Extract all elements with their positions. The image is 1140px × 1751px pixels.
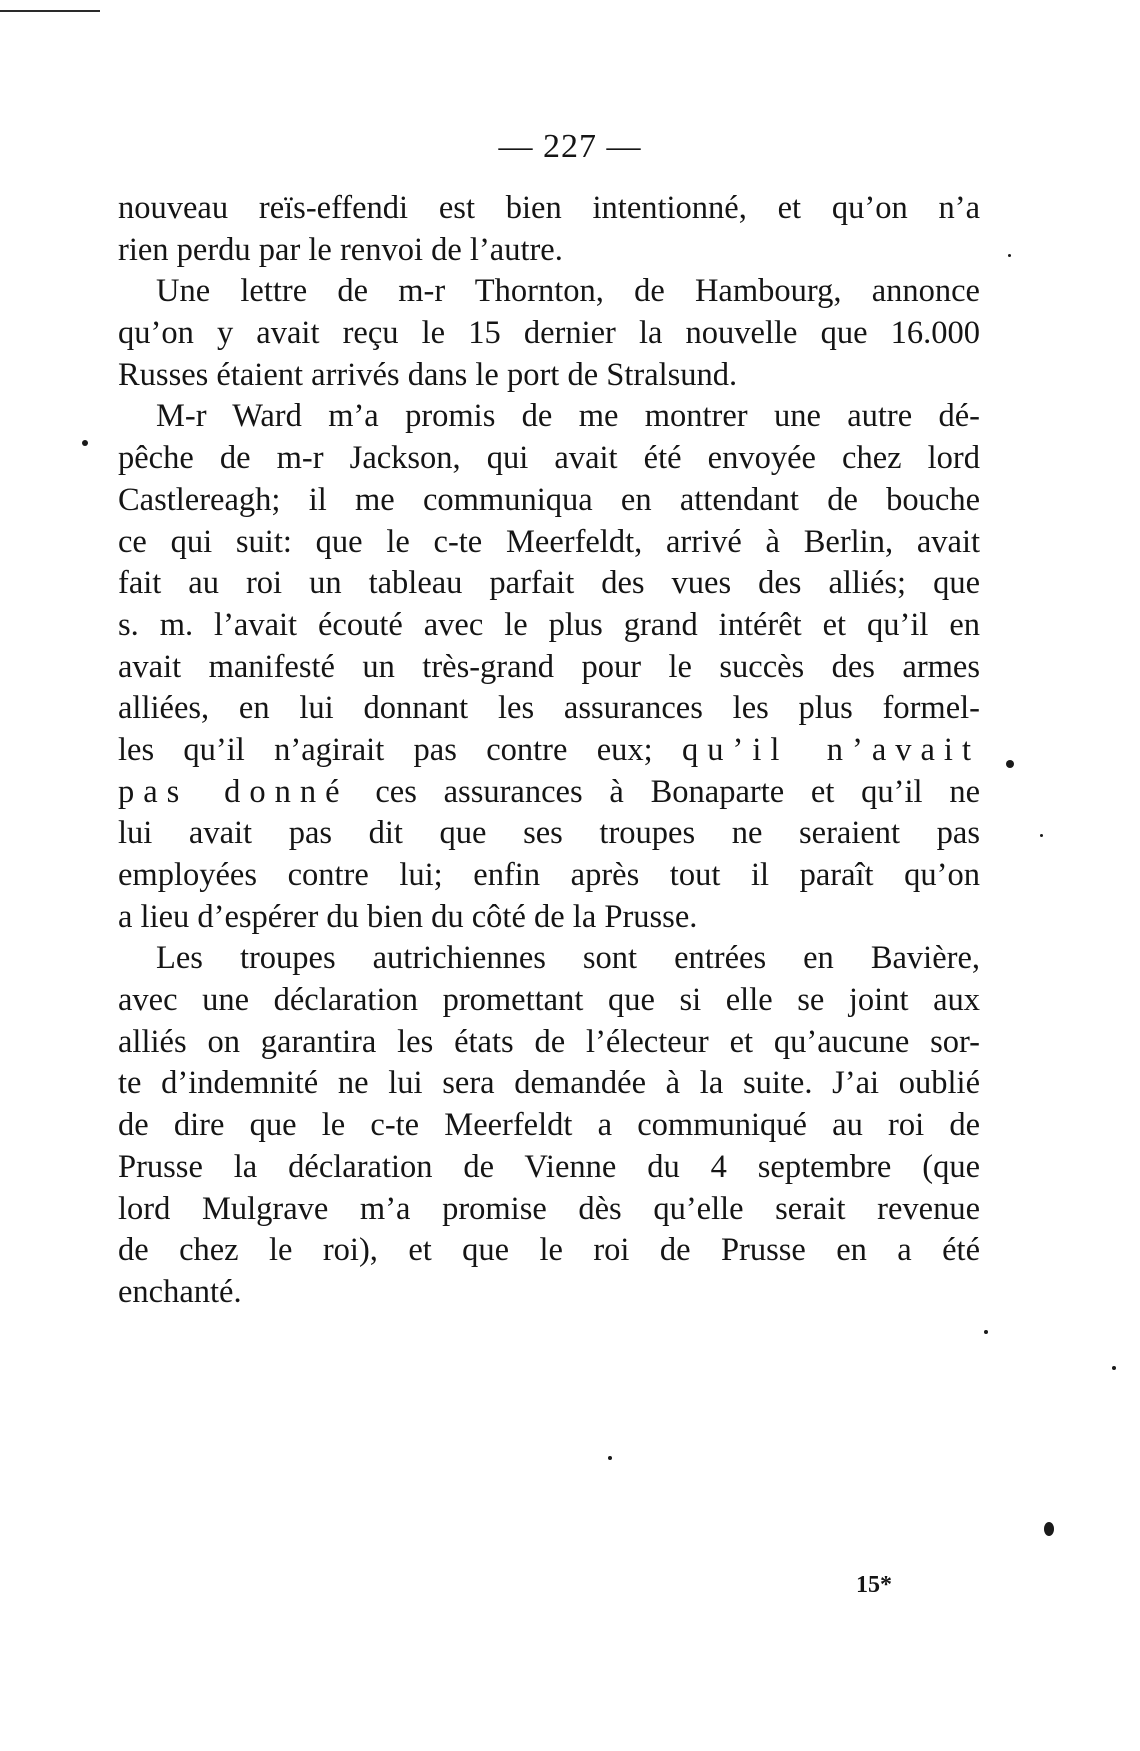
ink-speck	[1008, 254, 1011, 257]
text-line: Prusse la déclaration de Vienne du 4 septembre (que	[118, 1148, 980, 1185]
text-line	[118, 730, 980, 772]
text-line: ce qui suit: que le c-te Meerfeldt, arrivé à Berlin, avait	[118, 523, 980, 560]
emphasis-spaced-text: qu’il n’avait	[682, 731, 980, 768]
text-line: s. m. l’avait écouté avec le plus grand intérêt et qu’il en	[118, 606, 980, 643]
text-line: pêche de m-r Jackson, qui avait été envoyée chez lord	[118, 440, 980, 477]
text-line: fait au roi un tableau parfait des vues des alliés; que	[118, 565, 980, 602]
text-line: de dire que le c-te Meerfeldt a communiqué au roi de	[118, 1107, 980, 1144]
text-line: alliées, en lui donnant les assurances les plus formel-	[118, 690, 980, 727]
text-line: Russes étaient arrivés dans le port de Stralsund.	[118, 356, 738, 393]
page-number: — 227 —	[498, 128, 642, 165]
text-line: employées contre lui; enfin après tout il paraît qu’on	[118, 857, 980, 893]
text-line: nouveau reïs-effendi est bien intentionné, et qu’on n’a	[118, 190, 980, 226]
text-line: lui avait pas dit que ses troupes ne seraient pas	[118, 815, 980, 852]
text-line: enchanté.	[118, 1273, 242, 1310]
text-line: alliés on garantira les états de l’électeur et qu’aucune sor-	[118, 1023, 980, 1060]
text-line: Castlereagh; il me communiqua en attendant de bouche	[118, 481, 980, 518]
text-line: rien perdu par le renvoi de l’autre.	[118, 231, 563, 268]
text-line: Les troupes autrichiennes sont entrées en Bavière,	[156, 940, 980, 977]
scan-edge-rule	[0, 10, 100, 12]
ink-speck	[1044, 1522, 1054, 1536]
text-line: de chez le roi), et que le roi de Prusse en a été	[118, 1232, 980, 1269]
ink-speck	[1006, 760, 1014, 768]
text-line: a lieu d’espérer du bien du côté de la Prusse.	[118, 898, 698, 935]
ink-speck	[1040, 834, 1043, 837]
text-line	[118, 772, 980, 814]
printer-signature-mark: 15*	[856, 1572, 892, 1598]
text-line: qu’on y avait reçu le 15 dernier la nouvelle que 16.000	[118, 315, 980, 352]
text-line: Une lettre de m-r Thornton, de Hambourg, annonce	[156, 273, 980, 310]
ink-speck	[608, 1456, 612, 1460]
emphasis-spaced-text: pas donné	[118, 773, 349, 810]
text-line: lord Mulgrave m’a promise dès qu’elle serait revenue	[118, 1190, 980, 1227]
text-segment: ces assurances à Bonaparte et qu’il ne	[375, 773, 981, 810]
page-body-text	[118, 188, 980, 1314]
text-line: te d’indemnité ne lui sera demandée à la suite. J’ai oublié	[118, 1065, 980, 1102]
ink-speck	[984, 1330, 988, 1334]
text-line: avait manifesté un très-grand pour le succès des armes	[118, 648, 980, 685]
text-segment: les qu’il n’agirait pas contre eux;	[118, 731, 653, 768]
text-line: avec une déclaration promettant que si elle se joint aux	[118, 982, 980, 1019]
ink-speck	[82, 440, 88, 446]
ink-speck	[1112, 1366, 1116, 1370]
text-line: M-r Ward m’a promis de me montrer une autre dé-	[156, 398, 980, 435]
